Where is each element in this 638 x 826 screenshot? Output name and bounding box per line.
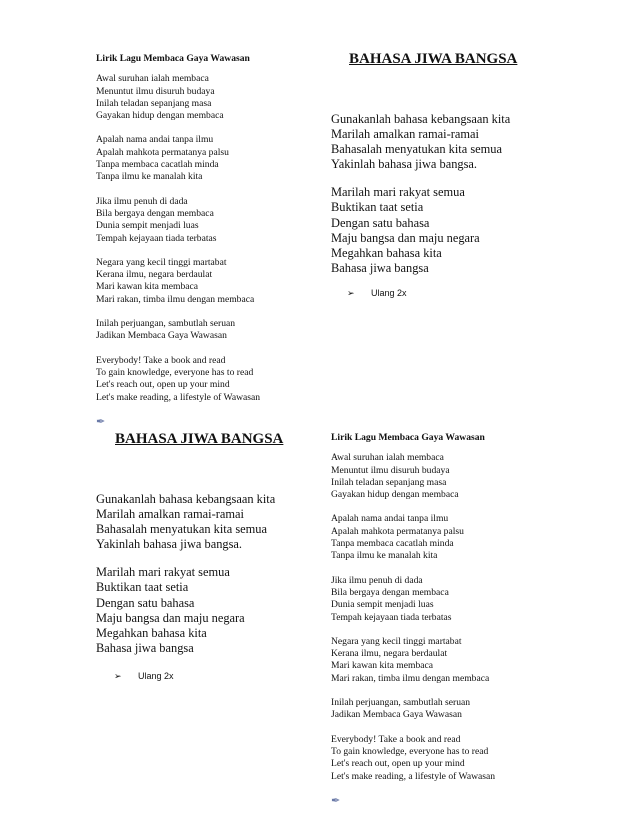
lirik-stanza bbox=[331, 575, 495, 624]
lyric-line: Mari rakan, timba ilmu dengan membaca bbox=[96, 293, 255, 305]
lyric-line: Marilah amalkan ramai-ramai bbox=[96, 507, 244, 522]
lyric-line: Bahasalah menyatukan kita semua bbox=[96, 522, 268, 537]
repeat-note bbox=[347, 286, 517, 301]
lirik-stanza bbox=[96, 318, 260, 343]
lirik-stanza bbox=[96, 73, 260, 122]
lyric-line: Mari rakan, timba ilmu dengan membaca bbox=[331, 672, 490, 684]
lyric-line: Marilah mari rakyat semua bbox=[96, 565, 230, 580]
lirik-stanza bbox=[331, 513, 495, 562]
lyric-line: Megahkan bahasa kita bbox=[331, 245, 442, 260]
lirik-stanza bbox=[96, 196, 260, 245]
lyric-line: Yakinlah bahasa jiwa bangsa. bbox=[96, 537, 243, 552]
lyric-line: Jadikan Membaca Gaya Wawasan bbox=[331, 709, 462, 721]
lirik-title: Lirik Lagu Membaca Gaya Wawasan bbox=[96, 53, 250, 64]
arrow-bullet-icon: ➢ bbox=[347, 287, 355, 298]
lirik-stanza bbox=[331, 636, 495, 685]
lyric-line: Kerana ilmu, negara berdaulat bbox=[96, 269, 213, 281]
lyric-line: Apalah nama andai tanpa ilmu bbox=[96, 134, 214, 146]
lyric-line: Kerana ilmu, negara berdaulat bbox=[331, 648, 448, 660]
lyric-line: Inilah teladan sepanjang masa bbox=[96, 97, 212, 109]
lyric-line: Apalah nama andai tanpa ilmu bbox=[331, 513, 449, 525]
lyric-line: To gain knowledge, everyone has to read bbox=[96, 366, 254, 378]
bahasa-stanza bbox=[331, 185, 517, 276]
lyric-line: Dunia sempit menjadi luas bbox=[331, 599, 434, 611]
lyric-line: Tanpa membaca cacatlah minda bbox=[331, 538, 454, 550]
lyric-line: Tempah kejayaan tiada terbatas bbox=[331, 611, 452, 623]
lirik-stanza bbox=[331, 452, 495, 501]
bahasa-block-bottom-left bbox=[96, 430, 283, 684]
lyric-line: Bahasa jiwa bangsa bbox=[331, 260, 429, 275]
lyric-line: Buktikan taat setia bbox=[96, 580, 189, 595]
lyric-line: Tempah kejayaan tiada terbatas bbox=[96, 232, 217, 244]
lyric-line: Awal suruhan ialah membaca bbox=[96, 73, 209, 85]
lyric-line: Gunakanlah bahasa kebangsaan kita bbox=[331, 112, 511, 126]
lyric-line: Mari kawan kita membaca bbox=[96, 281, 199, 293]
lyric-line: Awal suruhan ialah membaca bbox=[331, 452, 444, 464]
lyric-line: Jika ilmu penuh di dada bbox=[96, 195, 188, 207]
lyric-line: Negara yang kecil tinggi martabat bbox=[331, 635, 462, 647]
lyric-line: Bahasa jiwa bangsa bbox=[96, 640, 194, 655]
lyric-line: Jadikan Membaca Gaya Wawasan bbox=[96, 330, 227, 342]
quill-icon: ✒ bbox=[96, 415, 106, 428]
lirik-block-bottom-right bbox=[331, 432, 495, 807]
lyric-line: Gunakanlah bahasa kebangsaan kita bbox=[96, 492, 276, 506]
arrow-bullet-icon: ➢ bbox=[114, 670, 122, 681]
repeat-note bbox=[114, 669, 283, 684]
lyric-line: Mari kawan kita membaca bbox=[331, 660, 434, 672]
lirik-stanza bbox=[331, 697, 495, 722]
lirik-stanza bbox=[96, 134, 260, 183]
lyric-line: Bila bergaya dengan membaca bbox=[96, 207, 214, 219]
lyric-line: Inilah perjuangan, sambutlah seruan bbox=[331, 697, 471, 709]
bahasa-block-top-right bbox=[331, 50, 517, 301]
lyric-line: Let's reach out, open up your mind bbox=[331, 758, 465, 770]
lyric-line: Yakinlah bahasa jiwa bangsa. bbox=[331, 157, 478, 172]
lirik-stanza bbox=[331, 734, 495, 783]
lyric-line: Maju bangsa dan maju negara bbox=[331, 230, 480, 245]
lirik-title: Lirik Lagu Membaca Gaya Wawasan bbox=[331, 432, 485, 443]
lirik-stanza bbox=[96, 257, 260, 306]
lyric-line: Everybody! Take a book and read bbox=[331, 733, 461, 745]
lyric-line: Let's make reading, a lifestyle of Wawasan bbox=[96, 391, 261, 403]
repeat-label: Ulang 2x bbox=[138, 670, 174, 681]
bahasa-stanza bbox=[331, 112, 517, 172]
lyric-line: Jika ilmu penuh di dada bbox=[331, 574, 423, 586]
lyric-line: Dengan satu bahasa bbox=[96, 595, 195, 610]
lyric-line: Tanpa membaca cacatlah minda bbox=[96, 159, 219, 171]
lyric-line: Maju bangsa dan maju negara bbox=[96, 610, 245, 625]
lyric-line: Dunia sempit menjadi luas bbox=[96, 220, 199, 232]
lyric-line: Gayakan hidup dengan membaca bbox=[331, 489, 459, 501]
quill-icon: ✒ bbox=[331, 794, 341, 807]
lyric-line: Buktikan taat setia bbox=[331, 200, 424, 215]
lyric-line: Tanpa ilmu ke manalah kita bbox=[96, 171, 203, 183]
lyric-line: Let's make reading, a lifestyle of Wawasan bbox=[331, 770, 496, 782]
lyric-line: Menuntut ilmu disuruh budaya bbox=[331, 464, 450, 476]
lyric-line: To gain knowledge, everyone has to read bbox=[331, 745, 489, 757]
lyric-line: Marilah mari rakyat semua bbox=[331, 185, 465, 200]
bahasa-stanza bbox=[96, 492, 283, 552]
lyric-line: Bahasalah menyatukan kita semua bbox=[331, 142, 503, 157]
lyric-line: Gayakan hidup dengan membaca bbox=[96, 110, 224, 122]
lyric-line: Marilah amalkan ramai-ramai bbox=[331, 127, 479, 142]
lyric-line: Bila bergaya dengan membaca bbox=[331, 586, 449, 598]
bahasa-title: BAHASA JIWA BANGSA bbox=[115, 431, 284, 447]
bahasa-title: BAHASA JIWA BANGSA bbox=[349, 51, 518, 67]
lyric-line: Megahkan bahasa kita bbox=[96, 625, 207, 640]
bahasa-stanza bbox=[96, 565, 283, 656]
lyric-line: Let's reach out, open up your mind bbox=[96, 379, 230, 391]
lyric-line: Everybody! Take a book and read bbox=[96, 354, 226, 366]
repeat-label: Ulang 2x bbox=[371, 287, 407, 298]
lyric-line: Apalah mahkota permatanya palsu bbox=[331, 525, 464, 537]
lyric-line: Tanpa ilmu ke manalah kita bbox=[331, 550, 438, 562]
lirik-stanza bbox=[96, 355, 260, 404]
lyric-line: Menuntut ilmu disuruh budaya bbox=[96, 85, 215, 97]
lyric-line: Inilah teladan sepanjang masa bbox=[331, 476, 447, 488]
lirik-block-top-left bbox=[96, 53, 260, 428]
lyric-line: Inilah perjuangan, sambutlah seruan bbox=[96, 318, 236, 330]
lyric-line: Negara yang kecil tinggi martabat bbox=[96, 256, 227, 268]
lyric-line: Dengan satu bahasa bbox=[331, 215, 430, 230]
lyric-line: Apalah mahkota permatanya palsu bbox=[96, 146, 229, 158]
